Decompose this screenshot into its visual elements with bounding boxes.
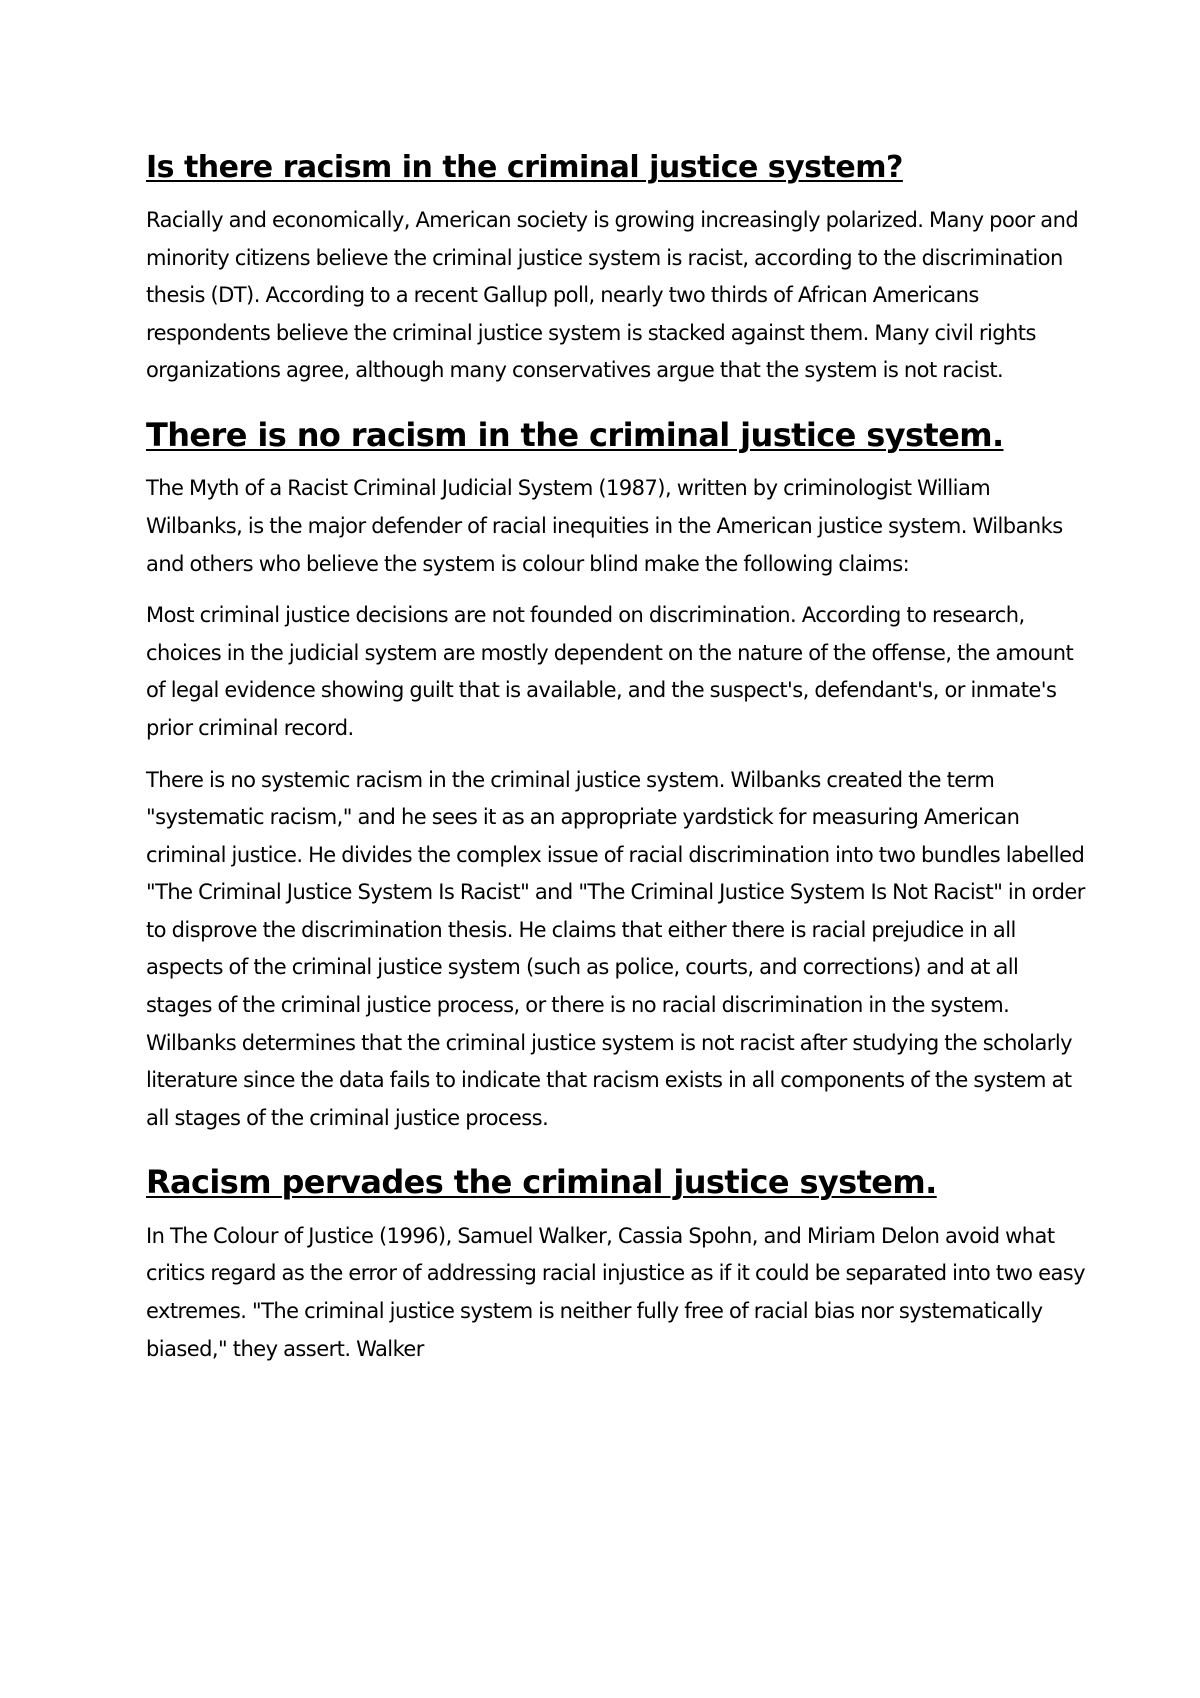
section-heading-no-racism: There is no racism in the criminal justice system. xyxy=(146,415,1004,454)
wilbanks-intro-paragraph: The Myth of a Racist Criminal Judicial System (1987), written by criminologist William Wilbanks, is the major defender of racial inequities in the American justice system. Wilbanks and others who believe the system is colour blind make the following claims: xyxy=(146,476,1063,576)
decisions-paragraph: Most criminal justice decisions are not founded on discrimination. According to research, choices in the judicial system are mostly dependent on the nature of the offense, the amount of legal evidence showing guilt that is available, and the suspect's, defendant's, or inmate's prior criminal record. xyxy=(146,603,1074,740)
colour-of-justice-paragraph: In The Colour of Justice (1996), Samuel Walker, Cassia Spohn, and Miriam Delon avoid what critics regard as the error of addressing racial injustice as if it could be separated into two easy extremes. "The criminal justice system is neither fully free of racial bias nor systematically biased," they assert. Walker xyxy=(146,1223,1086,1361)
document-body xyxy=(146,150,1086,1382)
section-heading-racism-pervades: Racism pervades the criminal justice system. xyxy=(146,1163,937,1202)
systemic-racism-paragraph: There is no systemic racism in the criminal justice system. Wilbanks created the term "systematic racism," and he sees it as an appropriate yardstick for measuring American criminal justice. He divides the complex issue of racial discrimination into two bundles labelled "The Criminal Justice System Is Racist" and "The Criminal Justice System Is Not Racist" in order to disprove the discrimination thesis. He claims that either there is racial prejudice in all aspects of the criminal justice system (such as police, courts, and corrections) and at all stages of the criminal justice process, or there is no racial discrimination in the system. Wilbanks determines that the criminal justice system is not racist after studying the scholarly literature since the data fails to indicate that racism exists in all components of the system at all stages of the criminal justice process. xyxy=(146,767,1085,1130)
section-heading-racism-question: Is there racism in the criminal justice system? xyxy=(146,150,903,185)
intro-paragraph: Racially and economically, American society is growing increasingly polarized. Many poor and minority citizens believe the criminal justice system is racist, according to the discrimination thesis (DT). According to a recent Gallup poll, nearly two thirds of African Americans respondents believe the criminal justice system is stacked against them. Many civil rights organizations agree, although many conservatives argue that the system is not racist. xyxy=(146,208,1079,383)
